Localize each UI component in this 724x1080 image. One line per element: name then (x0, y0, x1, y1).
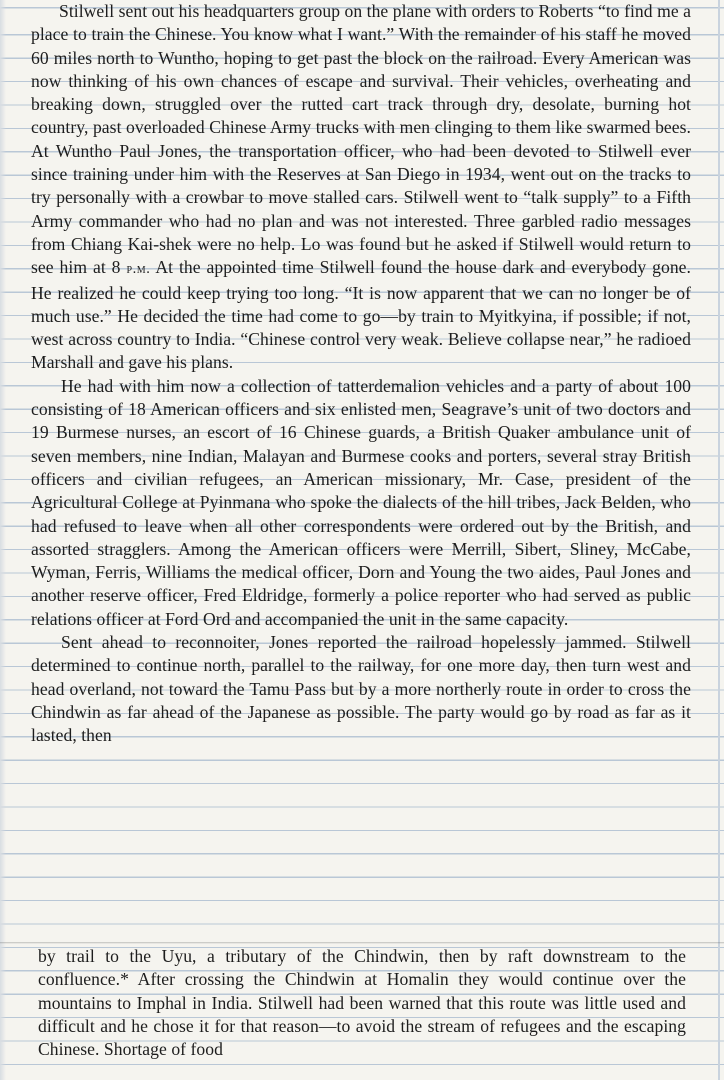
page-edge (0, 0, 6, 1080)
paragraph-1 (31, 0, 691, 375)
paragraph-1-text-continued: At the appointed time Stilwell found the house dark and everybody gone. He realized he could keep trying too long. “It is now apparent that we can no longer be of much use.” He decided the time had come to go—by train to Myitkyina, if possible; if not, west across country to India. “Chinese control very weak. Believe collapse near,” he radioed Marshall and gave his plans. (31, 257, 691, 373)
continuation-text-block (38, 945, 686, 1061)
paragraph-2: He had with him now a collection of tatterdemalion vehicles and a party of about 100 consisting of 18 American officers and six enlisted men, Seagrave’s unit of two doctors and 19 Burmese nurses, an escort of 16 Chinese guards, a British Quaker ambulance unit of seven members, nine Indian, Malayan and Burmese cooks and porters, several stray British officers and civilian refugees, an American missionary, Mr. Case, president of the Agricultural College at Pyinmana who spoke the dialects of the hill tribes, Jack Belden, who had refused to leave when all other correspondents were ordered out by the British, and assorted stragglers. Among the American officers were Merrill, Sibert, Sliney, McCabe, Wyman, Ferris, Williams the medical officer, Dorn and Young the two aides, Paul Jones and another reserve officer, Fred Eldridge, formerly a police reporter who had served as public relations officer at Ford Ord and accompanied the unit in the same capacity. (31, 375, 691, 629)
continuation-paragraph: by trail to the Uyu, a tributary of the Chindwin, then by raft downstream to the confluence.* After crossing the Chindwin at Homalin they would continue over the mountains to Imphal in India. Stilwell had been warned that this route was little used and difficult and he chose it for that reason—to avoid the stream of refugees and the escaping Chinese. Shortage of food (38, 946, 686, 1060)
paragraph-1-text: Stilwell sent out his headquarters group on the plane with orders to Roberts “to find me a place to train the Chinese. You know what I want.” With the remainder of his staff he moved 60 miles north to Wuntho, hoping to get past the block on the railroad. Every American was now thinking of his own chances of escape and survival. Their vehicles, overheating and breaking down, struggled over the rutted cart track through dry, desolate, burning hot country, past overloaded Chinese Army trucks with men clinging to them like swarmed bees. At Wuntho Paul Jones, the transportation officer, who had been devoted to Stilwell ever since training under him with the Reserves at San Diego in 1934, went out on the tracks to try personally with a crowbar to move stalled cars. Stilwell went to “talk supply” to a Fifth Army commander who had no plan and was not interested. Three garbled radio messages from Chiang Kai-shek were no help. Lo was found but he asked if Stilwell would return to see him at 8 (31, 1, 691, 278)
time-pm: p.m. (126, 261, 151, 278)
main-text-block (31, 0, 691, 748)
paragraph-3: Sent ahead to reconnoiter, Jones reported the railroad hopelessly jammed. Stilwell determined to continue north, parallel to the railway, for one more day, then turn west and head overland, not toward the Tamu Pass but by a more northerly route in order to cross the Chindwin as far ahead of the Japanese as possible. The party would go by road as far as it lasted, then (31, 632, 691, 746)
paper-splice-line (0, 942, 724, 944)
